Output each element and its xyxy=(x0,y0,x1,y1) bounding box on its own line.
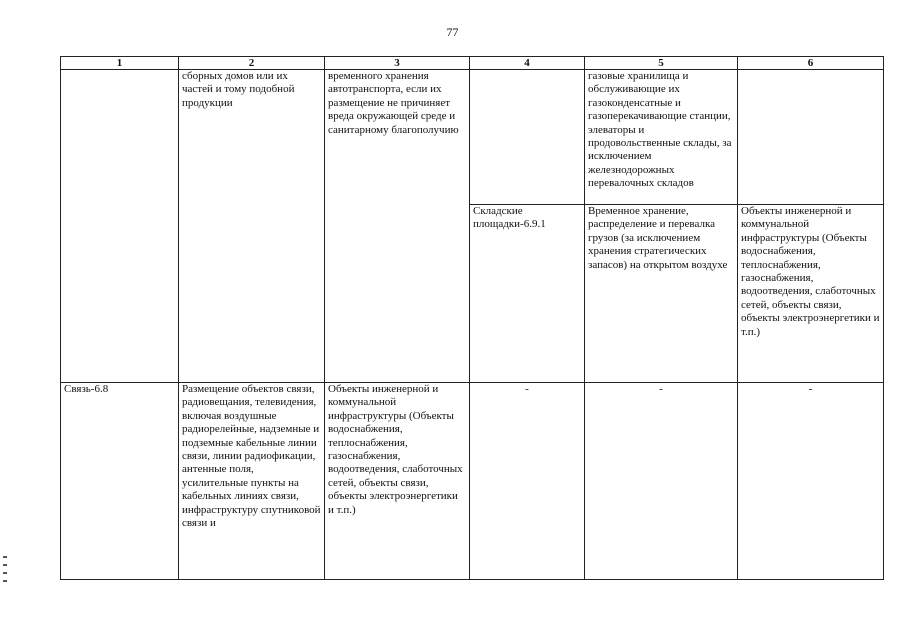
col-header-3: 3 xyxy=(325,57,470,70)
header-row xyxy=(61,57,884,70)
table-cell: Объекты инженерной и коммунальной инфраструктуры (Объекты водоснабжения, теплоснабжения, газоснабжения, водоотведения, слаботочных сетей, объекты связи, объекты электроэнергетики и т.п.) xyxy=(738,205,884,383)
zoning-table xyxy=(60,56,884,580)
table-cell: Объекты инженерной и коммунальной инфраструктуры (Объекты водоснабжения, теплоснабжения, газоснабжения, водоотведения, слаботочных сетей, объекты связи, объекты электроэнергетики и т.п.) xyxy=(325,383,470,580)
table-cell: сборных домов или их частей и тому подобной продукции xyxy=(179,70,325,383)
col-header-2: 2 xyxy=(179,57,325,70)
table-cell: Временное хранение, распределение и перевалка грузов (за исключением хранения стратегических запасов) на открытом воздухе xyxy=(585,205,738,383)
table-cell: временного хранения автотранспорта, если их размещение не причиняет вреда окружающей среде и санитарному благополучию xyxy=(325,70,470,383)
table-cell xyxy=(738,70,884,205)
table-cell: Связь-6.8 xyxy=(61,383,179,580)
scan-tick xyxy=(3,556,7,558)
col-header-5: 5 xyxy=(585,57,738,70)
col-header-1: 1 xyxy=(61,57,179,70)
table-cell: - xyxy=(585,383,738,580)
table-row xyxy=(61,70,884,205)
table-cell xyxy=(470,70,585,205)
col-header-6: 6 xyxy=(738,57,884,70)
table-cell: газовые хранилища и обслуживающие их газоконденсатные и газоперекачивающие станции, элеваторы и продовольственные склады, за исключением железнодорожных перевалочных складов xyxy=(585,70,738,205)
table-cell: - xyxy=(470,383,585,580)
col-header-4: 4 xyxy=(470,57,585,70)
table-cell xyxy=(61,70,179,383)
page-number: 77 xyxy=(446,25,459,39)
table-row xyxy=(61,383,884,580)
scan-tick xyxy=(3,572,7,574)
scan-tick xyxy=(3,580,7,582)
scan-tick xyxy=(3,564,7,566)
scan-artifact xyxy=(3,556,7,582)
table-cell: Складские площадки-6.9.1 xyxy=(470,205,585,383)
table-cell: Размещение объектов связи, радиовещания, телевидения, включая воздушные радиорелейные, надземные и подземные кабельные линии связи, линии радиофикации, антенные поля, усилительные пункты на кабельных линиях связи, инфраструктуру спутниковой связи и xyxy=(179,383,325,580)
table-cell: - xyxy=(738,383,884,580)
